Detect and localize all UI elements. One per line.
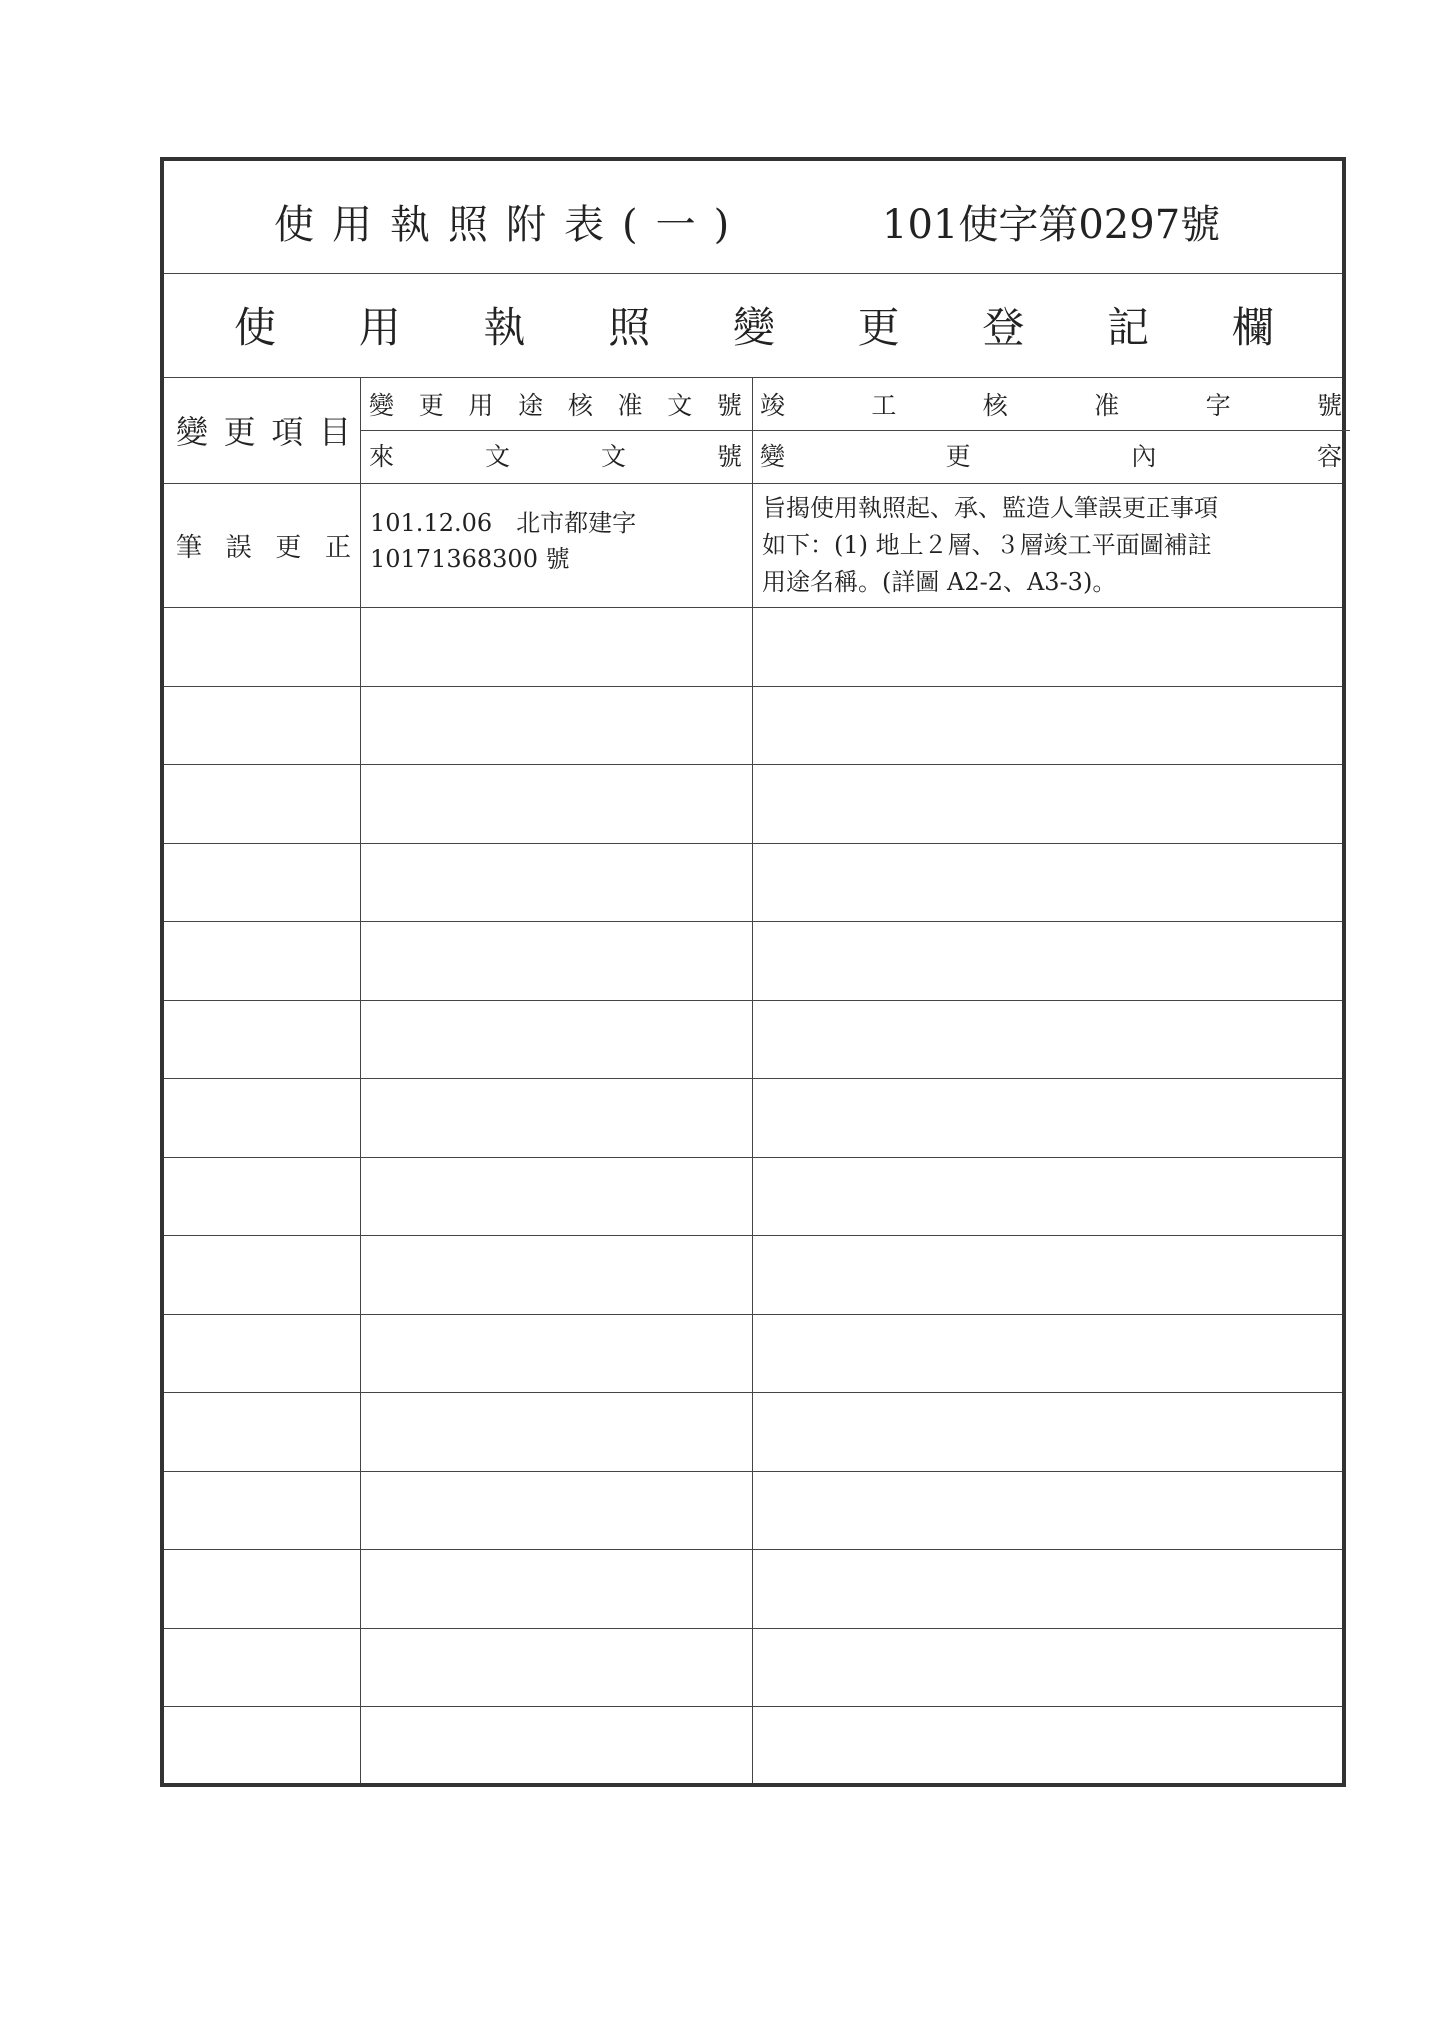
approval-header-char: 文 xyxy=(667,391,693,420)
license-table xyxy=(160,157,1346,1787)
approval-header-char: 核 xyxy=(567,391,593,420)
content-header-char: 容 xyxy=(1316,442,1342,471)
row-doc-line1: 101.12.06 北市都建字 xyxy=(370,509,637,537)
item-column-header xyxy=(176,377,351,483)
section-title-char: 照 xyxy=(608,303,651,352)
row-divider xyxy=(164,1706,1342,1707)
section-title-char: 變 xyxy=(732,303,775,352)
section-title-char: 登 xyxy=(982,303,1025,352)
row-divider xyxy=(164,1549,1342,1550)
section-title-row xyxy=(164,273,1342,377)
section-title-char: 記 xyxy=(1107,303,1150,352)
completion-header-char: 工 xyxy=(871,391,897,420)
row-divider xyxy=(164,1235,1342,1236)
completion-no-header xyxy=(760,383,1342,425)
section-title-char: 用 xyxy=(358,303,401,352)
row-item-char: 更 xyxy=(275,532,302,563)
divider xyxy=(360,430,1350,431)
section-title-char: 使 xyxy=(234,303,277,352)
section-title-char: 更 xyxy=(857,303,900,352)
item-header-char: 更 xyxy=(223,413,256,451)
approval-doc-header xyxy=(369,383,742,425)
section-title xyxy=(234,273,1274,377)
approval-header-char: 號 xyxy=(716,391,742,420)
row-item-char: 筆 xyxy=(176,532,203,563)
row-divider xyxy=(164,607,1342,608)
row-divider xyxy=(164,1078,1342,1079)
row-divider xyxy=(164,764,1342,765)
completion-header-char: 竣 xyxy=(760,391,786,420)
completion-header-char: 字 xyxy=(1205,391,1231,420)
column-divider xyxy=(752,377,753,1783)
content-header-char: 變 xyxy=(760,442,786,471)
row-divider xyxy=(164,1000,1342,1001)
row-divider xyxy=(164,1157,1342,1158)
approval-header-char: 變 xyxy=(369,391,395,420)
row-item-cell xyxy=(176,483,351,607)
row-divider xyxy=(164,921,1342,922)
column-divider xyxy=(360,377,361,1783)
row-divider xyxy=(164,1628,1342,1629)
approval-header-char: 用 xyxy=(468,391,494,420)
row-content-line1: 旨揭使用執照起、承、監造人筆誤更正事項 xyxy=(762,494,1218,522)
incoming-header-char: 文 xyxy=(484,442,510,471)
incoming-header-char: 文 xyxy=(600,442,626,471)
change-content-header xyxy=(760,433,1342,477)
row-divider xyxy=(164,686,1342,687)
incoming-doc-header xyxy=(369,433,742,477)
content-header-char: 更 xyxy=(945,442,971,471)
row-item-char: 誤 xyxy=(225,532,252,563)
section-title-char: 欄 xyxy=(1231,303,1274,352)
row-divider xyxy=(164,1314,1342,1315)
row-divider xyxy=(164,843,1342,844)
completion-header-char: 號 xyxy=(1316,391,1342,420)
section-title-char: 執 xyxy=(483,303,526,352)
incoming-header-char: 來 xyxy=(369,442,395,471)
completion-header-char: 准 xyxy=(1094,391,1120,420)
row-divider xyxy=(164,1471,1342,1472)
title-row xyxy=(164,161,1342,273)
row-doc-line2: 10171368300 號 xyxy=(370,545,570,573)
item-header-char: 目 xyxy=(318,413,351,451)
row-item-char: 正 xyxy=(324,532,351,563)
approval-header-char: 途 xyxy=(518,391,544,420)
license-number: 101使字第0297號 xyxy=(882,202,1221,248)
item-header-char: 項 xyxy=(271,413,304,451)
content-header-char: 內 xyxy=(1131,442,1157,471)
approval-header-char: 准 xyxy=(617,391,643,420)
attachment-title: 使用執照附表(一) xyxy=(274,202,748,248)
row-divider xyxy=(164,1392,1342,1393)
approval-header-char: 更 xyxy=(418,391,444,420)
row-content-line3: 用途名稱。(詳圖 A2-2、A3-3)。 xyxy=(762,568,1117,596)
row-content-line2: 如下：(1) 地上２層、３層竣工平面圖補註 xyxy=(762,531,1212,559)
completion-header-char: 核 xyxy=(982,391,1008,420)
item-header-char: 變 xyxy=(176,413,209,451)
incoming-header-char: 號 xyxy=(716,442,742,471)
